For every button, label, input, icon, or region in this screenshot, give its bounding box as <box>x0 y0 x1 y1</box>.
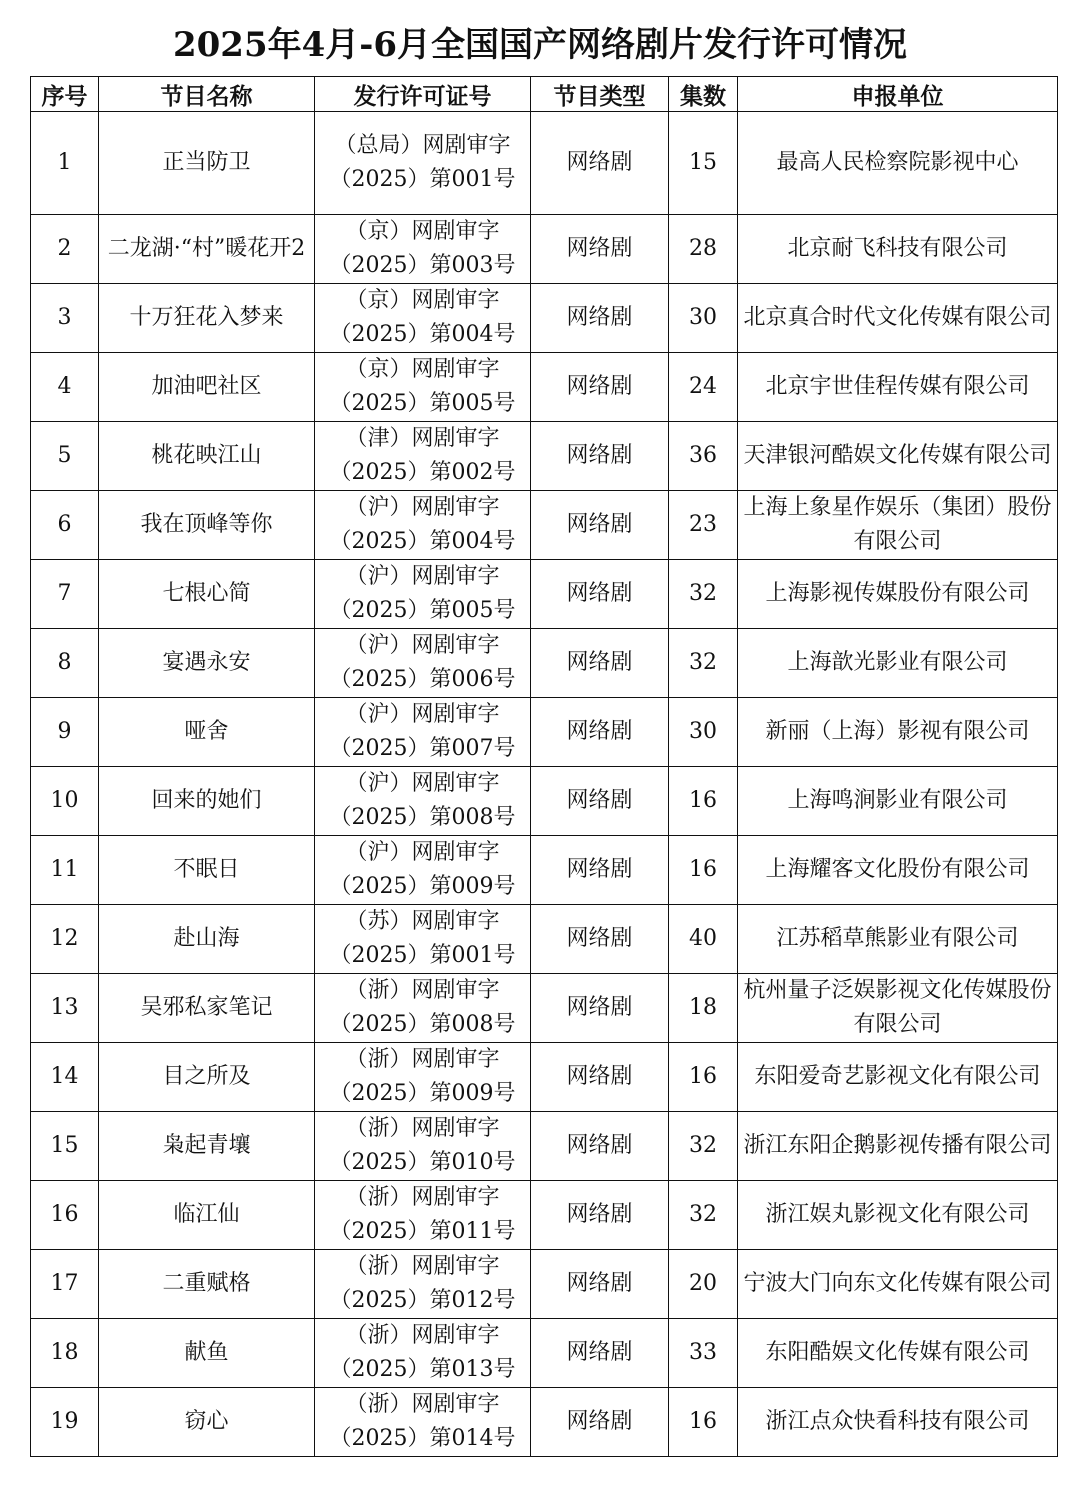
cell-episodes: 23 <box>669 491 738 560</box>
cell-no: 2 <box>31 215 99 284</box>
cell-unit: 新丽（上海）影视有限公司 <box>738 698 1058 767</box>
license-line-2: （2025）第008号 <box>329 805 516 830</box>
cell-name: 临江仙 <box>99 1181 315 1250</box>
cell-unit: 杭州量子泛娱影视文化传媒股份有限公司 <box>738 974 1058 1043</box>
license-line-1: （浙）网剧审字 <box>345 1323 500 1348</box>
license-line-2: （2025）第012号 <box>329 1288 516 1313</box>
cell-episodes: 30 <box>669 698 738 767</box>
cell-name: 二重赋格 <box>99 1250 315 1319</box>
cell-unit: 北京宇世佳程传媒有限公司 <box>738 353 1058 422</box>
cell-no: 9 <box>31 698 99 767</box>
cell-license <box>315 353 531 422</box>
cell-episodes: 32 <box>669 629 738 698</box>
cell-type: 网络剧 <box>531 836 669 905</box>
cell-unit: 宁波大门向东文化传媒有限公司 <box>738 1250 1058 1319</box>
license-line-1: （京）网剧审字 <box>345 357 500 382</box>
cell-name: 加油吧社区 <box>99 353 315 422</box>
header-unit: 申报单位 <box>738 77 1058 112</box>
cell-no: 19 <box>31 1388 99 1457</box>
license-table <box>30 76 1058 1457</box>
table-row <box>31 1181 1058 1250</box>
cell-unit: 最高人民检察院影视中心 <box>738 112 1058 215</box>
license-line-1: （京）网剧审字 <box>345 219 500 244</box>
cell-no: 4 <box>31 353 99 422</box>
cell-license <box>315 974 531 1043</box>
license-line-2: （2025）第004号 <box>329 529 516 554</box>
license-line-1: （浙）网剧审字 <box>345 1392 500 1417</box>
table-body <box>31 112 1058 1457</box>
cell-type: 网络剧 <box>531 767 669 836</box>
cell-name: 不眠日 <box>99 836 315 905</box>
cell-no: 17 <box>31 1250 99 1319</box>
table-row <box>31 1388 1058 1457</box>
cell-unit: 上海歆光影业有限公司 <box>738 629 1058 698</box>
table-row <box>31 215 1058 284</box>
license-line-2: （2025）第007号 <box>329 736 516 761</box>
cell-type: 网络剧 <box>531 215 669 284</box>
cell-unit: 东阳爱奇艺影视文化有限公司 <box>738 1043 1058 1112</box>
cell-license <box>315 1388 531 1457</box>
license-line-2: （2025）第009号 <box>329 874 516 899</box>
cell-name: 赴山海 <box>99 905 315 974</box>
table-row <box>31 353 1058 422</box>
cell-name: 十万狂花入梦来 <box>99 284 315 353</box>
cell-type: 网络剧 <box>531 905 669 974</box>
cell-episodes: 24 <box>669 353 738 422</box>
cell-license <box>315 422 531 491</box>
cell-unit: 东阳酷娱文化传媒有限公司 <box>738 1319 1058 1388</box>
header-license: 发行许可证号 <box>315 77 531 112</box>
table-row <box>31 836 1058 905</box>
license-line-1: （苏）网剧审字 <box>345 909 500 934</box>
table-row <box>31 1112 1058 1181</box>
cell-episodes: 33 <box>669 1319 738 1388</box>
license-line-2: （2025）第010号 <box>329 1150 516 1175</box>
cell-unit: 上海鸣涧影业有限公司 <box>738 767 1058 836</box>
cell-license <box>315 1043 531 1112</box>
cell-license <box>315 836 531 905</box>
cell-license <box>315 698 531 767</box>
cell-unit: 江苏稻草熊影业有限公司 <box>738 905 1058 974</box>
cell-type: 网络剧 <box>531 284 669 353</box>
table-row <box>31 767 1058 836</box>
table-row <box>31 905 1058 974</box>
cell-unit: 上海耀客文化股份有限公司 <box>738 836 1058 905</box>
cell-episodes: 32 <box>669 560 738 629</box>
cell-episodes: 36 <box>669 422 738 491</box>
cell-episodes: 16 <box>669 767 738 836</box>
license-line-1: （京）网剧审字 <box>345 288 500 313</box>
cell-episodes: 15 <box>669 112 738 215</box>
cell-name: 献鱼 <box>99 1319 315 1388</box>
cell-no: 7 <box>31 560 99 629</box>
cell-name: 回来的她们 <box>99 767 315 836</box>
cell-name: 枭起青壤 <box>99 1112 315 1181</box>
table-row <box>31 491 1058 560</box>
cell-no: 6 <box>31 491 99 560</box>
cell-unit: 天津银河酷娱文化传媒有限公司 <box>738 422 1058 491</box>
license-line-2: （2025）第013号 <box>329 1357 516 1382</box>
license-line-2: （2025）第005号 <box>329 391 516 416</box>
license-line-1: （浙）网剧审字 <box>345 1047 500 1072</box>
license-line-2: （2025）第003号 <box>329 253 516 278</box>
cell-episodes: 20 <box>669 1250 738 1319</box>
license-line-1: （沪）网剧审字 <box>345 633 500 658</box>
license-line-2: （2025）第006号 <box>329 667 516 692</box>
table-header-row <box>31 77 1058 112</box>
cell-name: 七根心简 <box>99 560 315 629</box>
license-line-1: （浙）网剧审字 <box>345 1116 500 1141</box>
header-name: 节目名称 <box>99 77 315 112</box>
cell-unit: 上海影视传媒股份有限公司 <box>738 560 1058 629</box>
cell-license <box>315 767 531 836</box>
cell-type: 网络剧 <box>531 629 669 698</box>
license-line-1: （总局）网剧审字 <box>334 133 511 158</box>
cell-no: 12 <box>31 905 99 974</box>
cell-no: 1 <box>31 112 99 215</box>
cell-type: 网络剧 <box>531 1181 669 1250</box>
cell-unit: 北京耐飞科技有限公司 <box>738 215 1058 284</box>
header-type: 节目类型 <box>531 77 669 112</box>
cell-name: 正当防卫 <box>99 112 315 215</box>
cell-unit: 浙江点众快看科技有限公司 <box>738 1388 1058 1457</box>
cell-name: 哑舍 <box>99 698 315 767</box>
license-line-2: （2025）第014号 <box>329 1426 516 1451</box>
page-title: 2025年4月-6月全国国产网络剧片发行许可情况 <box>172 25 908 65</box>
cell-license <box>315 284 531 353</box>
cell-name: 目之所及 <box>99 1043 315 1112</box>
cell-no: 3 <box>31 284 99 353</box>
cell-unit: 浙江娱丸影视文化有限公司 <box>738 1181 1058 1250</box>
license-line-2: （2025）第005号 <box>329 598 516 623</box>
cell-license <box>315 215 531 284</box>
cell-type: 网络剧 <box>531 353 669 422</box>
cell-episodes: 28 <box>669 215 738 284</box>
cell-no: 13 <box>31 974 99 1043</box>
table-row <box>31 284 1058 353</box>
table-row <box>31 1250 1058 1319</box>
cell-type: 网络剧 <box>531 422 669 491</box>
license-line-1: （浙）网剧审字 <box>345 1185 500 1210</box>
cell-episodes: 16 <box>669 836 738 905</box>
cell-no: 15 <box>31 1112 99 1181</box>
cell-name: 二龙湖·“村”暖花开2 <box>99 215 315 284</box>
cell-type: 网络剧 <box>531 491 669 560</box>
table-row <box>31 560 1058 629</box>
cell-license <box>315 1250 531 1319</box>
cell-license <box>315 905 531 974</box>
cell-episodes: 16 <box>669 1388 738 1457</box>
license-line-1: （浙）网剧审字 <box>345 978 500 1003</box>
cell-type: 网络剧 <box>531 1388 669 1457</box>
cell-episodes: 32 <box>669 1181 738 1250</box>
cell-type: 网络剧 <box>531 698 669 767</box>
cell-no: 5 <box>31 422 99 491</box>
header-no: 序号 <box>31 77 99 112</box>
cell-episodes: 16 <box>669 1043 738 1112</box>
cell-no: 10 <box>31 767 99 836</box>
table-row <box>31 1319 1058 1388</box>
cell-license <box>315 112 531 215</box>
license-line-2: （2025）第011号 <box>329 1219 516 1244</box>
cell-type: 网络剧 <box>531 1112 669 1181</box>
cell-no: 14 <box>31 1043 99 1112</box>
cell-license <box>315 629 531 698</box>
cell-type: 网络剧 <box>531 112 669 215</box>
cell-license <box>315 1112 531 1181</box>
license-line-1: （沪）网剧审字 <box>345 702 500 727</box>
cell-no: 11 <box>31 836 99 905</box>
cell-license <box>315 491 531 560</box>
cell-name: 我在顶峰等你 <box>99 491 315 560</box>
license-line-1: （沪）网剧审字 <box>345 840 500 865</box>
license-line-2: （2025）第002号 <box>329 460 516 485</box>
cell-type: 网络剧 <box>531 1250 669 1319</box>
cell-name: 桃花映江山 <box>99 422 315 491</box>
cell-no: 18 <box>31 1319 99 1388</box>
cell-unit: 浙江东阳企鹅影视传播有限公司 <box>738 1112 1058 1181</box>
license-line-2: （2025）第009号 <box>329 1081 516 1106</box>
cell-unit: 北京真合时代文化传媒有限公司 <box>738 284 1058 353</box>
table-row <box>31 629 1058 698</box>
cell-name: 吴邪私家笔记 <box>99 974 315 1043</box>
cell-license <box>315 1319 531 1388</box>
license-line-2: （2025）第004号 <box>329 322 516 347</box>
license-line-1: （浙）网剧审字 <box>345 1254 500 1279</box>
cell-no: 8 <box>31 629 99 698</box>
cell-name: 宴遇永安 <box>99 629 315 698</box>
table-row <box>31 112 1058 215</box>
cell-license <box>315 560 531 629</box>
table-row <box>31 698 1058 767</box>
cell-license <box>315 1181 531 1250</box>
license-line-1: （沪）网剧审字 <box>345 771 500 796</box>
cell-type: 网络剧 <box>531 560 669 629</box>
table-row <box>31 1043 1058 1112</box>
cell-type: 网络剧 <box>531 974 669 1043</box>
cell-episodes: 30 <box>669 284 738 353</box>
cell-name: 窃心 <box>99 1388 315 1457</box>
cell-type: 网络剧 <box>531 1319 669 1388</box>
cell-episodes: 18 <box>669 974 738 1043</box>
cell-type: 网络剧 <box>531 1043 669 1112</box>
cell-unit: 上海上象星作娱乐（集团）股份有限公司 <box>738 491 1058 560</box>
license-line-2: （2025）第008号 <box>329 1012 516 1037</box>
license-line-2: （2025）第001号 <box>329 943 516 968</box>
license-line-2: （2025）第001号 <box>329 167 516 192</box>
license-line-1: （津）网剧审字 <box>345 426 500 451</box>
table-row <box>31 422 1058 491</box>
cell-episodes: 40 <box>669 905 738 974</box>
cell-no: 16 <box>31 1181 99 1250</box>
license-line-1: （沪）网剧审字 <box>345 495 500 520</box>
license-line-1: （沪）网剧审字 <box>345 564 500 589</box>
table-row <box>31 974 1058 1043</box>
cell-episodes: 32 <box>669 1112 738 1181</box>
header-episodes: 集数 <box>669 77 738 112</box>
